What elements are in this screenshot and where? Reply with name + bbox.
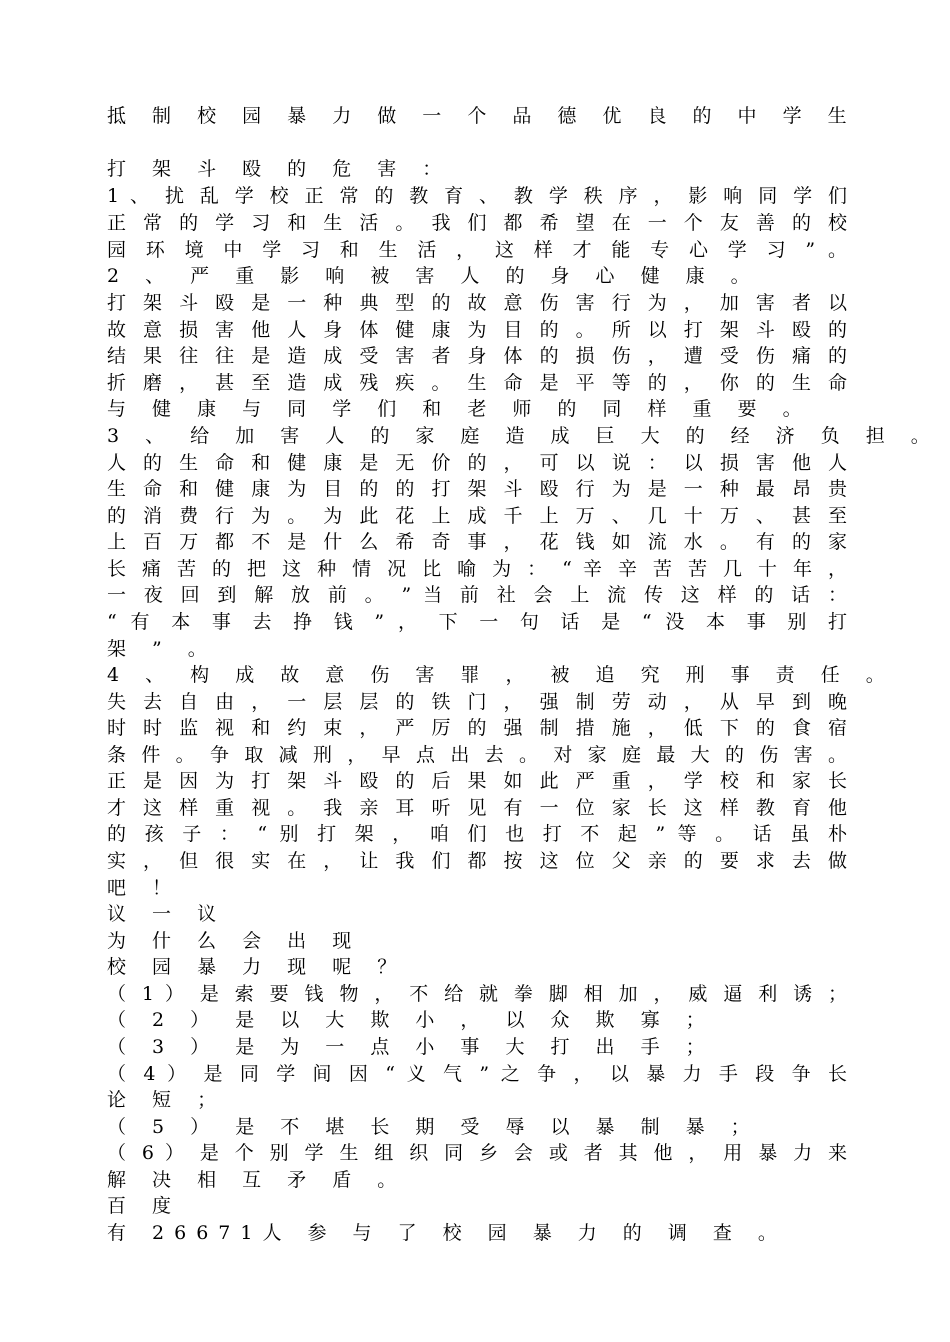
text-line: （ 6 ） 是 个 别 学 生 组 织 同 乡 会 或 者 其 他 ， 用 暴 力 来 <box>107 1142 847 1164</box>
text-line: 生 命 和 健 康 为 目 的 的 打 架 斗 殴 行 为 是 一 种 最 昂 贵 <box>107 478 847 500</box>
text-line: （ 3 ） 是 为 一 点 小 事 大 打 出 手 ； <box>107 1036 715 1058</box>
text-line: 才 这 样 重 视 。 我 亲 耳 听 见 有 一 位 家 长 这 样 教 育 他 <box>107 797 847 819</box>
text-line: （ 4 ） 是 同 学 间 因 “ 义 气 ” 之 争 ， 以 暴 力 手 段 争 长 <box>107 1063 847 1085</box>
text-line: 人 的 生 命 和 健 康 是 无 价 的 ， 可 以 说 ： 以 损 害 他 人 <box>107 452 847 474</box>
text-line: 结 果 往 往 是 造 成 受 害 者 身 体 的 损 伤 ， 遭 受 伤 痛 的 <box>107 345 847 367</box>
text-line: 吧 ！ <box>107 877 182 899</box>
text-line: 解 决 相 互 矛 盾 。 <box>107 1169 407 1191</box>
text-line: 条 件 。 争 取 减 刑 ， 早 点 出 去 。 对 家 庭 最 大 的 伤 害 。 <box>107 744 847 766</box>
text-line: 一 夜 回 到 解 放 前 。 ” 当 前 社 会 上 流 传 这 样 的 话 ： <box>107 584 847 606</box>
text-line: 为 什 么 会 出 现 <box>107 930 362 952</box>
text-line: 论 短 ； <box>107 1089 227 1111</box>
text-line: 架 ” 。 <box>107 638 217 660</box>
text-line: 的 消 费 行 为 。 为 此 花 上 成 千 上 万 、 几 十 万 、 甚 至 <box>107 505 847 527</box>
text-line: 2 、 严 重 影 响 被 害 人 的 身 心 健 康 。 <box>107 265 760 287</box>
text-line: 正 是 因 为 打 架 斗 殴 的 后 果 如 此 严 重 ， 学 校 和 家 长 <box>107 770 847 792</box>
text-line: 失 去 自 由 ， 一 层 层 的 铁 门 ， 强 制 劳 动 ， 从 早 到 晚 <box>107 691 847 713</box>
text-line: 议 一 议 <box>107 903 227 925</box>
text-line: （ 5 ） 是 不 堪 长 期 受 辱 以 暴 制 暴 ； <box>107 1116 760 1138</box>
text-line: 打 架 斗 殴 是 一 种 典 型 的 故 意 伤 害 行 为 ， 加 害 者 以 <box>107 292 847 314</box>
text-line: 校 园 暴 力 现 呢 ？ <box>107 956 407 978</box>
text-line: 百 度 <box>107 1195 182 1217</box>
text-line: 打 架 斗 殴 的 危 害 ： <box>107 158 452 180</box>
text-line: 的 孩 子 ： “ 别 打 架 ， 咱 们 也 打 不 起 ” 等 。 话 虽 朴 <box>107 823 847 845</box>
text-line: 时 时 监 视 和 约 束 ， 严 厉 的 强 制 措 施 ， 低 下 的 食 宿 <box>107 717 847 739</box>
text-line: 园 环 境 中 学 习 和 生 活 ， 这 样 才 能 专 心 学 习 ” 。 <box>107 239 847 261</box>
text-line: 实 ， 但 很 实 在 ， 让 我 们 都 按 这 位 父 亲 的 要 求 去 做 <box>107 850 847 872</box>
text-line: 与 健 康 与 同 学 们 和 老 师 的 同 样 重 要 。 <box>107 398 812 420</box>
text-line: 1 、 扰 乱 学 校 正 常 的 教 育 、 教 学 秩 序 ， 影 响 同 学 们 <box>107 185 847 207</box>
text-line: （ 1 ） 是 索 要 钱 物 ， 不 给 就 拳 脚 相 加 ， 威 逼 利 诱 ； <box>107 983 847 1005</box>
text-line: 4 、 构 成 故 意 伤 害 罪 ， 被 追 究 刑 事 责 任 。 <box>107 664 895 686</box>
text-line: 故 意 损 害 他 人 身 体 健 康 为 目 的 。 所 以 打 架 斗 殴 的 <box>107 319 847 341</box>
page-title: 抵 制 校 园 暴 力 做 一 个 品 德 优 良 的 中 学 生 <box>107 105 857 127</box>
text-line: 3 、 给 加 害 人 的 家 庭 造 成 巨 大 的 经 济 负 担 。 <box>107 425 940 447</box>
text-line: “ 有 本 事 去 挣 钱 ” ， 下 一 句 话 是 “ 没 本 事 别 打 <box>107 611 847 633</box>
text-line: 上 百 万 都 不 是 什 么 希 奇 事 ， 花 钱 如 流 水 。 有 的 家 <box>107 531 847 553</box>
text-line: 折 磨 ， 甚 至 造 成 残 疾 。 生 命 是 平 等 的 ， 你 的 生 命 <box>107 372 847 394</box>
text-line: 长 痛 苦 的 把 这 种 情 况 比 喻 为 ： “ 辛 辛 苦 苦 几 十 年 ， <box>107 558 847 580</box>
text-line: 有 26671人 参 与 了 校 园 暴 力 的 调 查 。 <box>107 1222 787 1244</box>
text-line: 正 常 的 学 习 和 生 活 。 我 们 都 希 望 在 一 个 友 善 的 校 <box>107 212 847 234</box>
text-line: （ 2 ） 是 以 大 欺 小 ， 以 众 欺 寡 ； <box>107 1009 715 1031</box>
